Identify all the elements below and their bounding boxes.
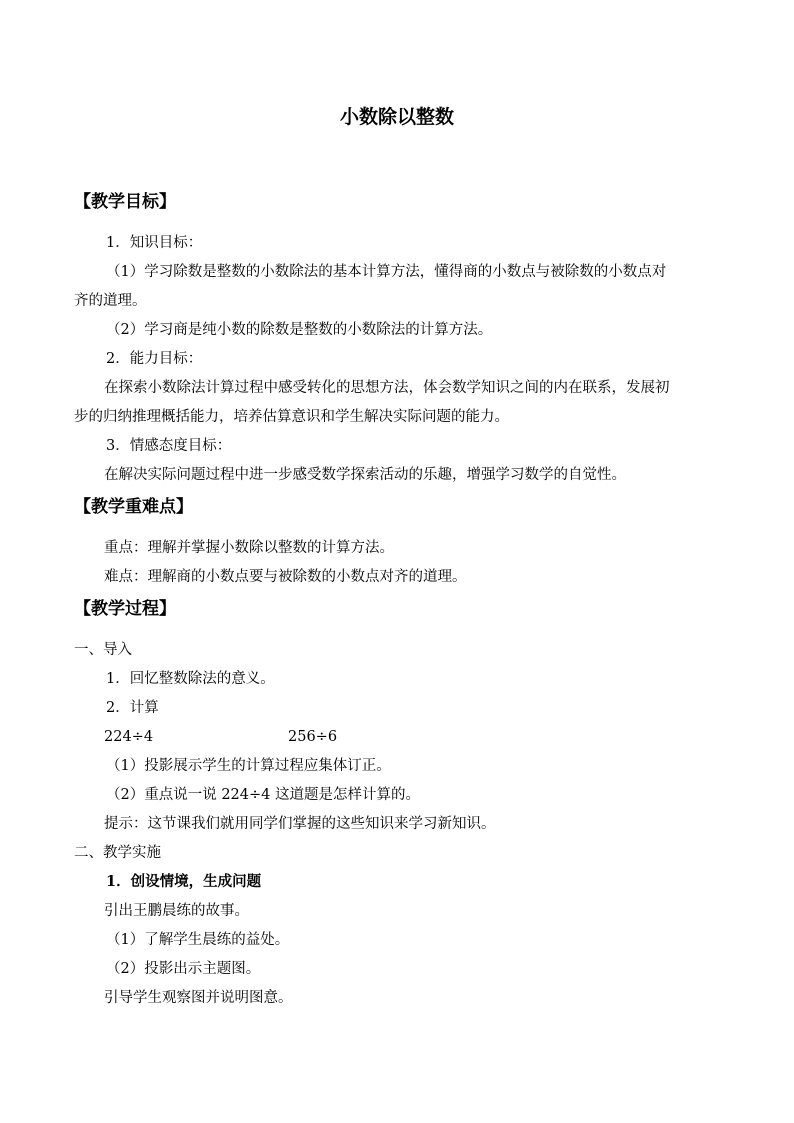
ability-goal-heading: 2．能力目标： <box>106 351 203 367</box>
part2-sub-heading: 1．创设情境，生成问题 <box>106 873 262 890</box>
part2-heading: 二、教学实施 <box>74 845 161 861</box>
sub-step-1: （1）投影展示学生的计算过程应集体订正。 <box>106 758 391 774</box>
page-title: 小数除以整数 <box>339 106 454 128</box>
ability-goal-line2: 步的归纳推理概括能力，培养估算意识和学生解决实际问题的能力。 <box>74 409 509 425</box>
section-heading-process: 【教学过程】 <box>74 599 176 619</box>
key-point-difficulty: 难点：理解商的小数点要与被除数的小数点对齐的道理。 <box>104 569 467 585</box>
knowledge-goal-2: （2）学习商是纯小数的除数是整数的小数除法的计算方法。 <box>106 322 493 338</box>
story-line: 引出王鹏晨练的故事。 <box>104 903 249 919</box>
step-2: 2．计算 <box>106 700 159 716</box>
sub-step-2: （2）重点说一说 224÷4 这道题是怎样计算的。 <box>106 787 420 803</box>
calc-a: 224÷4 <box>104 729 154 745</box>
section-heading-key-points: 【教学重难点】 <box>74 497 193 517</box>
knowledge-goal-heading: 1．知识目标： <box>106 235 203 251</box>
part1-heading: 一、导入 <box>74 642 132 658</box>
step-1: 1．回忆整数除法的意义。 <box>106 671 275 687</box>
knowledge-goal-1-line2: 齐的道理。 <box>74 293 147 309</box>
key-point-focus: 重点：理解并掌握小数除以整数的计算方法。 <box>104 540 394 556</box>
section-heading-goals: 【教学目标】 <box>74 192 176 212</box>
knowledge-goal-1-line1: （1）学习除数是整数的小数除法的基本计算方法，懂得商的小数点与被除数的小数点对 <box>106 264 667 280</box>
hint: 提示：这节课我们就用同学们掌握的这些知识来学习新知识。 <box>104 816 496 832</box>
story-item-1: （1）了解学生晨练的益处。 <box>106 932 290 948</box>
guide-line: 引导学生观察图并说明图意。 <box>104 990 293 1006</box>
emotion-goal-heading: 3．情感态度目标： <box>106 438 232 454</box>
emotion-goal-line: 在解决实际问题过程中进一步感受数学探索活动的乐趣，增强学习数学的自觉性。 <box>104 467 626 483</box>
story-item-2: （2）投影出示主题图。 <box>106 961 261 977</box>
ability-goal-line1: 在探索小数除法计算过程中感受转化的思想方法，体会数学知识之间的内在联系，发展初 <box>104 380 670 396</box>
calc-b: 256÷6 <box>288 729 338 745</box>
